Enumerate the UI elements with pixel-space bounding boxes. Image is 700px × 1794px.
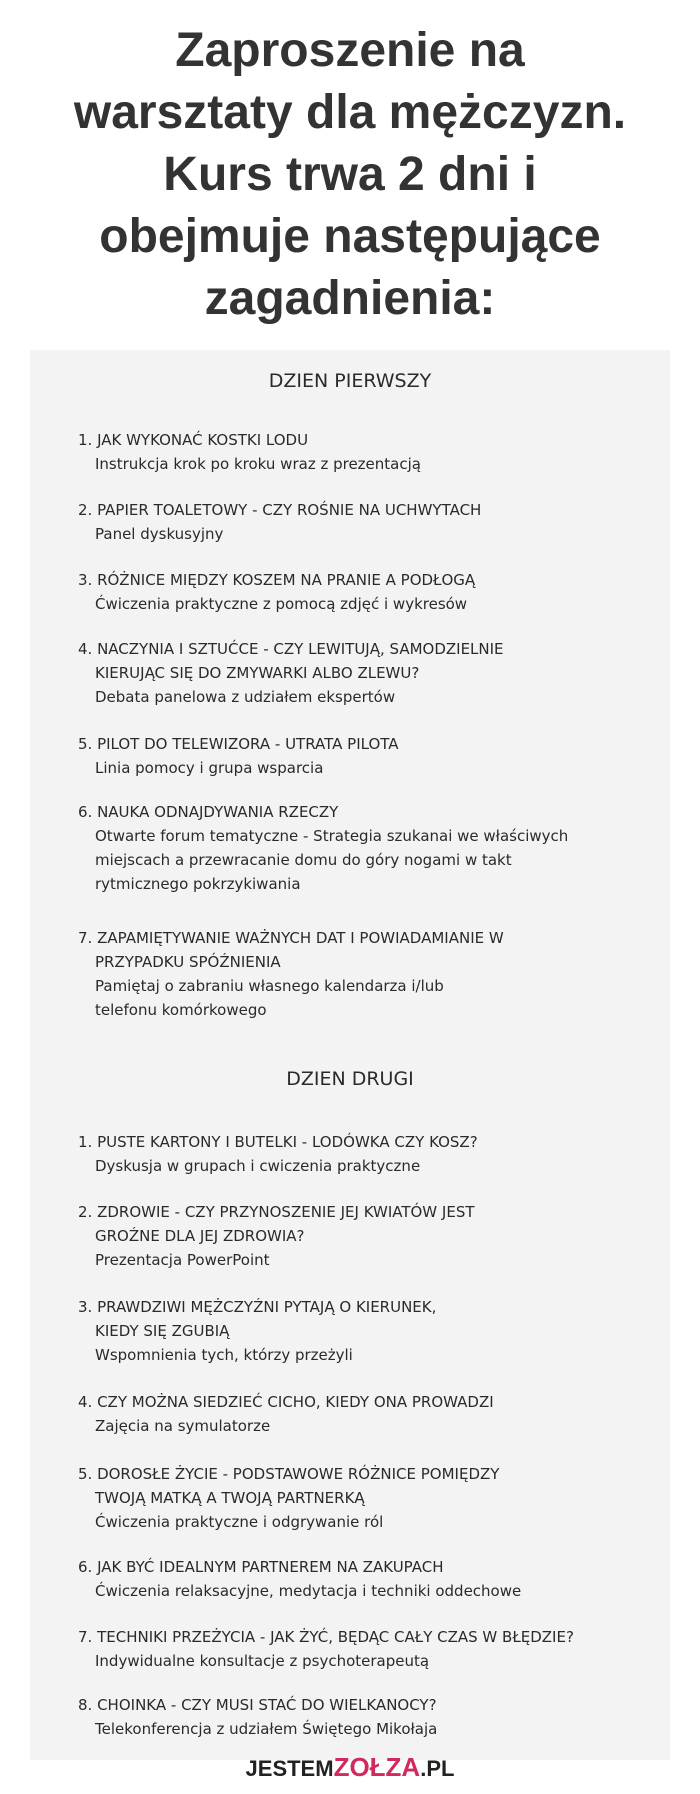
agenda-item xyxy=(78,1462,648,1534)
agenda-item-title-line: 8. CHOINKA - CZY MUSI STAĆ DO WIELKANOCY? xyxy=(78,1696,437,1714)
agenda-item-title-line: 1. PUSTE KARTONY I BUTELKI - LODÓWKA CZY KOSZ? xyxy=(78,1133,478,1151)
agenda-item-description xyxy=(78,756,648,780)
agenda-item xyxy=(78,1625,648,1673)
agenda-item-description-line: Prezentacja PowerPoint xyxy=(95,1251,270,1269)
agenda-item-description-line: Ćwiczenia praktyczne z pomocą zdjęć i wykresów xyxy=(95,595,468,613)
agenda-item-description-line: Dyskusja w grupach i cwiczenia praktyczne xyxy=(95,1157,421,1175)
agenda-item xyxy=(78,1555,648,1603)
agenda-item xyxy=(78,637,648,709)
logo-suffix: .PL xyxy=(420,1756,455,1781)
agenda-item-description-line: Telekonferencja z udziałem Świętego Mikołaja xyxy=(95,1720,438,1738)
agenda-item-title xyxy=(78,1200,648,1248)
agenda-item-description xyxy=(78,1248,648,1272)
agenda-item xyxy=(78,732,648,780)
agenda-item-title-line: 2. ZDROWIE - CZY PRZYNOSZENIE JEJ KWIATÓW JEST xyxy=(78,1203,475,1221)
agenda-item xyxy=(78,800,648,896)
agenda-item-title-line: 7. ZAPAMIĘTYWANIE WAŻNYCH DAT I POWIADAMIANIE W xyxy=(78,929,504,947)
agenda-item-description xyxy=(78,1717,648,1741)
agenda-item-title-line: 3. RÓŻNICE MIĘDZY KOSZEM NA PRANIE A PODŁOGĄ xyxy=(78,571,476,589)
agenda-item-title-line: 4. NACZYNIA I SZTUĆCE - CZY LEWITUJĄ, SAMODZIELNIE xyxy=(78,640,504,658)
agenda-item-description xyxy=(78,592,648,616)
agenda-item-title xyxy=(78,926,648,974)
agenda-item-title-line: 7. TECHNIKI PRZEŻYCIA - JAK ŻYĆ, BĘDĄC CAŁY CZAS W BŁĘDZIE? xyxy=(78,1628,574,1646)
agenda-item-description xyxy=(78,1510,648,1534)
day2-title: DZIEN DRUGI xyxy=(286,1068,414,1090)
agenda-item-title-line: 3. PRAWDZIWI MĘŻCZYŹNI PYTAJĄ O KIERUNEK, xyxy=(78,1298,437,1316)
agenda-item-title-line: 4. CZY MOŻNA SIEDZIEĆ CICHO, KIEDY ONA PROWADZI xyxy=(78,1393,494,1411)
headline-line: Zaproszenie na xyxy=(175,24,525,77)
agenda-item xyxy=(78,568,648,616)
agenda-item-description-line: Otwarte forum tematyczne - Strategia szukanai we właściwych xyxy=(95,827,569,845)
agenda-item-description-line: Zajęcia na symulatorze xyxy=(95,1417,271,1435)
agenda-item-description-line: Ćwiczenia relaksacyjne, medytacja i techniki oddechowe xyxy=(95,1582,522,1600)
agenda-item-description xyxy=(78,685,648,709)
agenda-item-title-line: 1. JAK WYKONAĆ KOSTKI LODU xyxy=(78,431,309,449)
site-logo xyxy=(0,1752,700,1783)
agenda-item-description xyxy=(78,522,648,546)
agenda-item-description-line: Linia pomocy i grupa wsparcia xyxy=(95,759,324,777)
agenda-item-title xyxy=(78,1390,648,1414)
agenda-item-description xyxy=(78,824,648,896)
agenda-item-title-line: 5. PILOT DO TELEWIZORA - UTRATA PILOTA xyxy=(78,735,399,753)
agenda-item-title xyxy=(78,1295,648,1343)
logo-accent: ZOŁZA xyxy=(333,1752,421,1782)
agenda-item xyxy=(78,498,648,546)
logo-prefix: JESTEM xyxy=(245,1756,334,1781)
agenda-item-title-line: 5. DOROSŁE ŻYCIE - PODSTAWOWE RÓŻNICE POMIĘDZY xyxy=(78,1465,500,1483)
agenda-item xyxy=(78,1200,648,1272)
agenda-item xyxy=(78,1693,648,1741)
agenda-item-title-line: 6. NAUKA ODNAJDYWANIA RZECZY xyxy=(78,803,339,821)
agenda-item-description xyxy=(78,1579,648,1603)
agenda-item-title xyxy=(78,568,648,592)
agenda-item-description-line: Panel dyskusyjny xyxy=(95,525,224,543)
agenda-item-description-line: Debata panelowa z udziałem ekspertów xyxy=(95,688,396,706)
headline-line: zagadnienia: xyxy=(204,272,496,325)
agenda-item xyxy=(78,1130,648,1178)
agenda-item-title-line: KIEDY SIĘ ZGUBIĄ xyxy=(95,1322,230,1340)
agenda-item-title-line: PRZYPADKU SPÓŹNIENIA xyxy=(95,953,281,971)
agenda-item-title-line: KIERUJĄC SIĘ DO ZMYWARKI ALBO ZLEWU? xyxy=(95,664,420,682)
agenda-item-description-line: rytmicznego pokrzykiwania xyxy=(95,875,301,893)
agenda-item-title xyxy=(78,1625,648,1649)
agenda-item-title xyxy=(78,1462,648,1510)
agenda-item-description-line: Indywidualne konsultacje z psychoterapeutą xyxy=(95,1652,430,1670)
agenda-item xyxy=(78,1295,648,1367)
agenda-item-title-line: 6. JAK BYĆ IDEALNYM PARTNEREM NA ZAKUPACH xyxy=(78,1558,444,1576)
agenda-item-description xyxy=(78,974,648,1022)
day1-title: DZIEN PIERWSZY xyxy=(268,370,432,392)
agenda-item-title-line: GROŹNE DLA JEJ ZDROWIA? xyxy=(95,1227,305,1245)
agenda-item-title xyxy=(78,637,648,685)
agenda-item-description xyxy=(78,1154,648,1178)
agenda-item-description-line: Ćwiczenia praktyczne i odgrywanie ról xyxy=(95,1513,384,1531)
agenda-item-title xyxy=(78,732,648,756)
agenda-item-description xyxy=(78,452,648,476)
agenda-item-description-line: Instrukcja krok po kroku wraz z prezentacją xyxy=(95,455,421,473)
agenda-item xyxy=(78,1390,648,1438)
headline-line: obejmuje następujące xyxy=(99,210,601,263)
agenda-item-description xyxy=(78,1343,648,1367)
agenda-item xyxy=(78,926,648,1022)
headline-line: warsztaty dla mężczyzn. xyxy=(73,86,627,139)
agenda-item-description xyxy=(78,1414,648,1438)
agenda-item-title xyxy=(78,800,648,824)
headline-line: Kurs trwa 2 dni i xyxy=(163,148,537,201)
agenda-item-title-line: 2. PAPIER TOALETOWY - CZY ROŚNIE NA UCHWYTACH xyxy=(78,501,482,519)
agenda-item-title xyxy=(78,1693,648,1717)
agenda-item-description-line: telefonu komórkowego xyxy=(95,1001,267,1019)
agenda-item-title-line: TWOJĄ MATKĄ A TWOJĄ PARTNERKĄ xyxy=(95,1489,365,1507)
agenda-item-description-line: Wspomnienia tych, którzy przeżyli xyxy=(95,1346,353,1364)
agenda-item-description-line: Pamiętaj o zabraniu własnego kalendarza i/lub xyxy=(95,977,444,995)
agenda-item-title xyxy=(78,428,648,452)
headline xyxy=(0,20,700,330)
workshop-document xyxy=(30,350,670,1760)
agenda-item-description-line: miejscach a przewracanie domu do góry nogami w takt xyxy=(95,851,512,869)
agenda-item-title xyxy=(78,498,648,522)
agenda-item-title xyxy=(78,1130,648,1154)
agenda-item-description xyxy=(78,1649,648,1673)
agenda-item xyxy=(78,428,648,476)
agenda-item-title xyxy=(78,1555,648,1579)
